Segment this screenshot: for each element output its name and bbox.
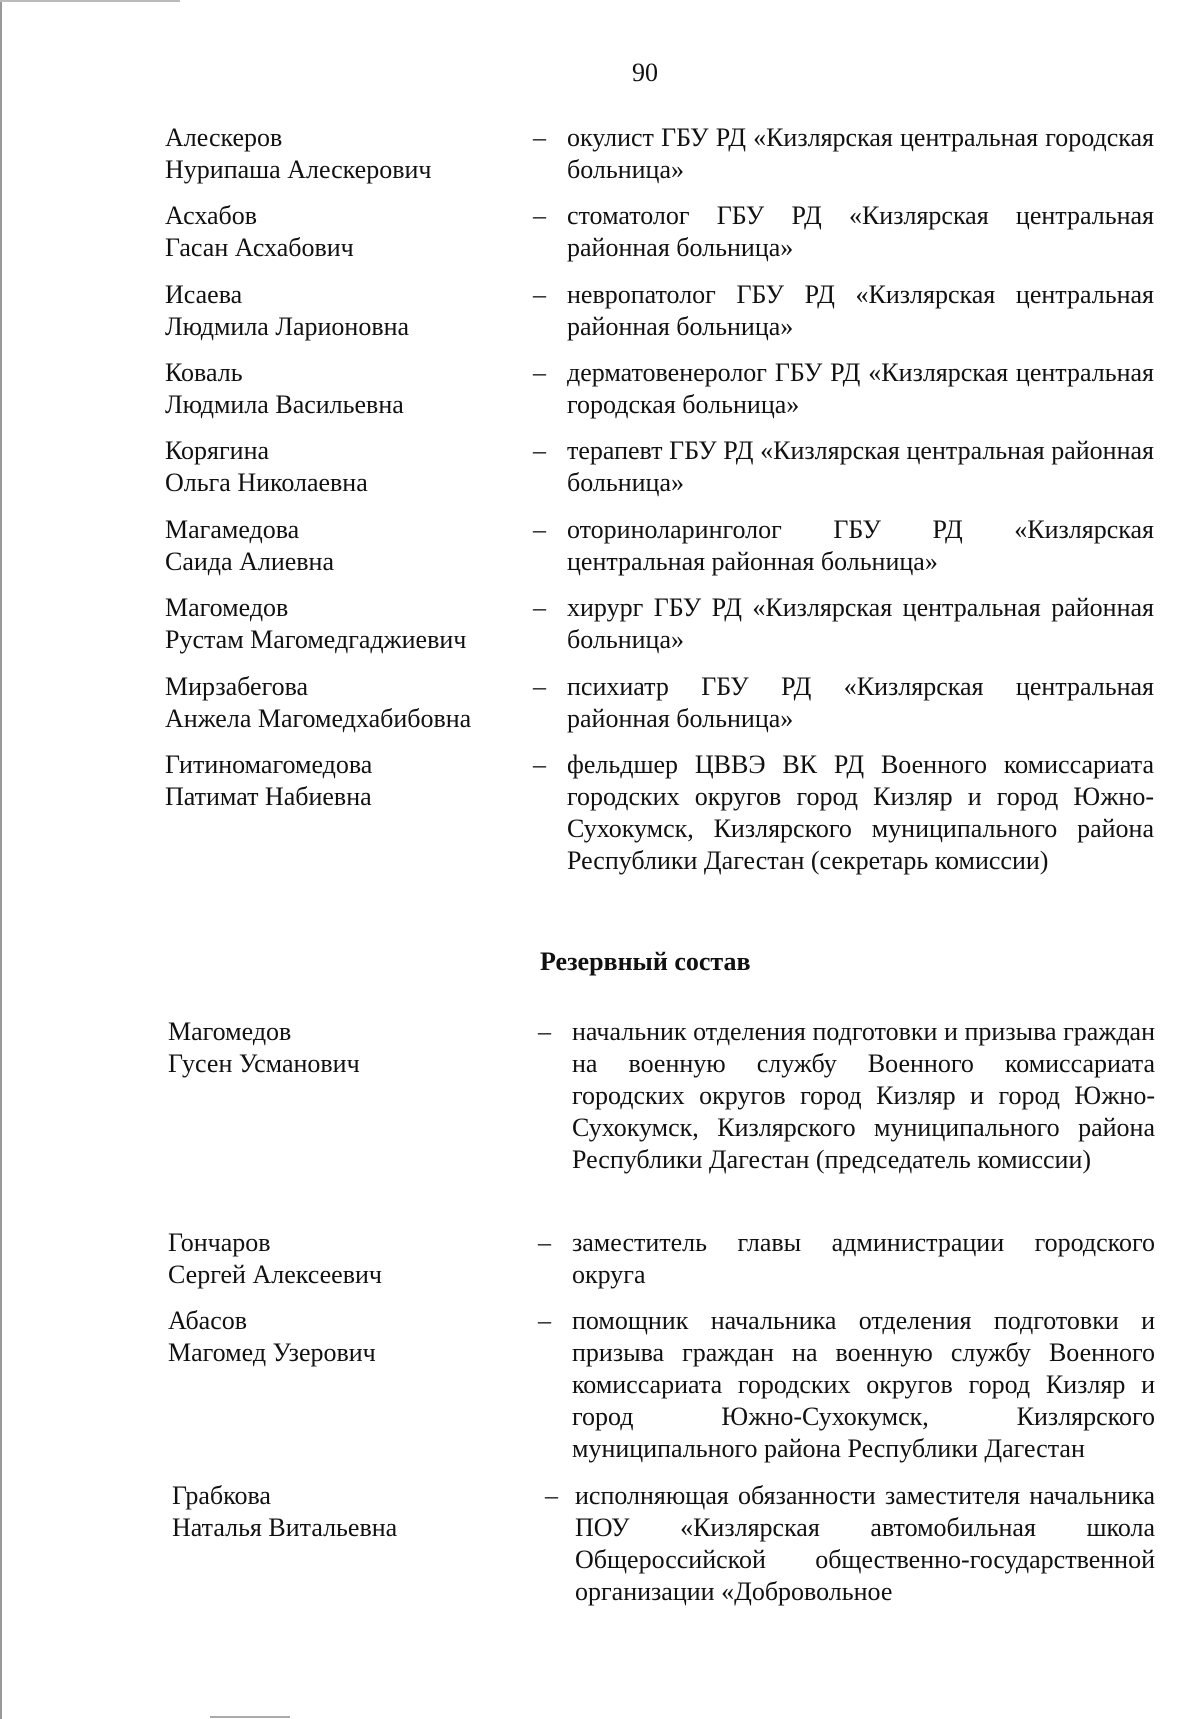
member-given-name: Гусен Усманович — [168, 1049, 360, 1078]
page-number: 90 — [632, 58, 658, 87]
member-name — [165, 122, 431, 186]
member-given-name: Нурипаша Алескерович — [165, 155, 432, 184]
member-name — [168, 1016, 360, 1080]
member-surname: Гончаров — [168, 1228, 271, 1257]
member-name — [165, 592, 466, 656]
member-surname: Коваль — [165, 358, 243, 387]
member-role: заместитель главы администрации городского округа — [572, 1228, 1155, 1289]
member-role: психиатр ГБУ РД «Кизлярская центральная районная больница» — [567, 672, 1154, 733]
member-given-name: Магомед Узерович — [168, 1338, 376, 1367]
member-role: невропатолог ГБУ РД «Кизлярская центральная районная больница» — [567, 280, 1154, 341]
member-role: исполняющая обязанности заместителя начальника ПОУ «Кизлярская автомобильная школа Общероссийской общественно-государственной организации «Добровольное — [575, 1481, 1155, 1606]
member-role: помощник начальника отделения подготовки и призыва граждан на военную службу Военного комиссариата городских округов город Кизляр и город Южно-Сухокумск, Кизлярского муниципального района Республики Дагестан — [572, 1306, 1155, 1463]
member-surname: Магомедов — [168, 1017, 292, 1046]
member-name — [165, 200, 354, 264]
list-dash: – — [533, 593, 546, 622]
scan-edge-mark — [0, 0, 2, 1719]
list-dash: – — [533, 280, 546, 309]
member-role: оториноларинголог ГБУ РД «Кизлярская центральная районная больница» — [567, 515, 1154, 576]
member-given-name: Саида Алиевна — [165, 547, 334, 576]
member-surname: Абасов — [168, 1306, 248, 1335]
list-dash: – — [533, 515, 546, 544]
member-name — [168, 1305, 376, 1369]
member-surname: Магомедов — [165, 593, 289, 622]
member-name — [165, 749, 372, 813]
member-role: хирург ГБУ РД «Кизлярская центральная районная больница» — [567, 593, 1154, 654]
member-surname: Гитиномагомедова — [165, 750, 373, 779]
section-title: Резервный состав — [540, 947, 751, 976]
list-dash: – — [538, 1306, 551, 1335]
member-name — [165, 357, 404, 421]
scan-edge-mark — [210, 1716, 290, 1718]
list-dash: – — [533, 123, 546, 152]
list-dash: – — [533, 201, 546, 230]
member-role: терапевт ГБУ РД «Кизлярская центральная районная больница» — [567, 436, 1154, 497]
member-surname: Асхабов — [165, 201, 258, 230]
member-surname: Исаева — [165, 280, 243, 309]
member-name — [165, 279, 409, 343]
list-dash: – — [533, 436, 546, 465]
member-role: стоматолог ГБУ РД «Кизлярская центральная районная больница» — [567, 201, 1154, 262]
member-surname: Мирзабегова — [165, 672, 309, 701]
member-name — [165, 671, 471, 735]
list-dash: – — [538, 1228, 551, 1257]
member-given-name: Ольга Николаевна — [165, 468, 368, 497]
member-surname: Корягина — [165, 436, 270, 465]
list-dash: – — [538, 1017, 551, 1046]
list-dash: – — [533, 672, 546, 701]
member-role: окулист ГБУ РД «Кизлярская центральная городская больница» — [567, 123, 1154, 184]
member-given-name: Сергей Алексеевич — [168, 1260, 382, 1289]
member-given-name: Анжела Магомедхабибовна — [165, 704, 472, 733]
list-dash: – — [533, 750, 546, 779]
member-name — [172, 1480, 397, 1544]
list-dash: – — [545, 1481, 558, 1510]
member-name — [165, 435, 368, 499]
member-role: начальник отделения подготовки и призыва граждан на военную службу Военного комиссариата городских округов город Кизляр и город Южно-Сухокумск, Кизлярского муниципального района Республики Дагестан (председатель комиссии) — [572, 1017, 1155, 1174]
member-given-name: Гасан Асхабович — [165, 233, 354, 262]
list-dash: – — [533, 358, 546, 387]
member-role: фельдшер ЦВВЭ ВК РД Военного комиссариата городских округов город Кизляр и город Южно-Сухокумск, Кизлярского муниципального района Республики Дагестан (секретарь комиссии) — [567, 750, 1154, 875]
member-role: дерматовенеролог ГБУ РД «Кизлярская центральная городская больница» — [567, 358, 1154, 419]
member-name — [165, 514, 334, 578]
member-given-name: Людмила Васильевна — [165, 390, 404, 419]
member-name — [168, 1227, 382, 1291]
member-surname: Грабкова — [172, 1481, 271, 1510]
scan-edge-mark — [0, 0, 180, 2]
member-given-name: Людмила Ларионовна — [165, 312, 410, 341]
member-given-name: Наталья Витальевна — [172, 1513, 398, 1542]
member-surname: Алескеров — [165, 123, 283, 152]
member-given-name: Патимат Набиевна — [165, 782, 372, 811]
member-surname: Магамедова — [165, 515, 300, 544]
member-given-name: Рустам Магомедгаджиевич — [165, 625, 467, 654]
